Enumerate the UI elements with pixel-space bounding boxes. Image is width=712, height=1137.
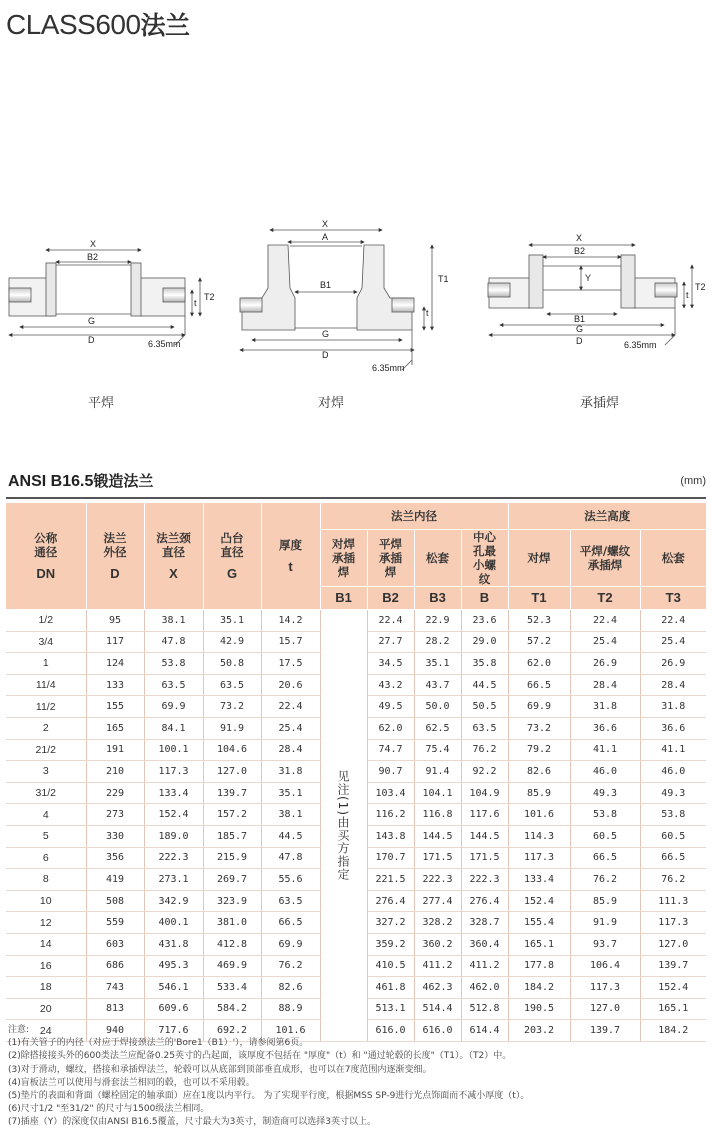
col-header-b3: 松套 — [414, 530, 461, 587]
weld-neck-caption: 对焊 — [318, 396, 345, 411]
cell-x: 117.3 — [144, 761, 203, 783]
svg-text:X: X — [322, 219, 329, 229]
cell-t1: 57.2 — [508, 631, 570, 653]
svg-text:B1: B1 — [574, 314, 586, 324]
cell-t3: 53.8 — [640, 804, 706, 826]
cell-t3: 111.3 — [640, 890, 706, 912]
cell-t1: 165.1 — [508, 933, 570, 955]
cell-d: 686 — [86, 955, 144, 977]
cell-b3: 514.4 — [414, 998, 461, 1020]
cell-dn: 14 — [6, 933, 86, 955]
cell-x: 717.6 — [144, 1020, 203, 1042]
cell-t1: 114.3 — [508, 825, 570, 847]
cell-x: 609.6 — [144, 998, 203, 1020]
cell-d: 508 — [86, 890, 144, 912]
page-title-latin: CLASS600 — [6, 9, 141, 40]
cell-b3: 616.0 — [414, 1020, 461, 1042]
cell-b: 35.8 — [461, 653, 508, 675]
cell-x: 400.1 — [144, 912, 203, 934]
cell-d: 603 — [86, 933, 144, 955]
cell-t2: 117.3 — [570, 977, 640, 999]
svg-text:t: t — [194, 298, 197, 308]
cell-dn: 1/2 — [6, 610, 86, 632]
cell-g: 269.7 — [203, 869, 261, 891]
cell-t2: 85.9 — [570, 890, 640, 912]
cell-t: 15.7 — [261, 631, 320, 653]
cell-x: 189.0 — [144, 825, 203, 847]
cell-t3: 76.2 — [640, 869, 706, 891]
cell-t1: 155.4 — [508, 912, 570, 934]
svg-text:G: G — [576, 324, 584, 334]
cell-t3: 49.3 — [640, 782, 706, 804]
cell-t2: 60.5 — [570, 825, 640, 847]
cell-b3: 62.5 — [414, 717, 461, 739]
cell-g: 139.7 — [203, 782, 261, 804]
cell-t: 63.5 — [261, 890, 320, 912]
cell-b: 462.0 — [461, 977, 508, 999]
cell-t3: 41.1 — [640, 739, 706, 761]
svg-text:X: X — [576, 233, 583, 243]
cell-t: 28.4 — [261, 739, 320, 761]
cell-b3: 35.1 — [414, 653, 461, 675]
cell-d: 273 — [86, 804, 144, 826]
svg-text:t: t — [426, 308, 429, 318]
notes-heading: 注意: — [8, 1025, 30, 1035]
col-header-x: 法兰颈直径 X — [144, 503, 203, 610]
cell-b2: 221.5 — [367, 869, 414, 891]
cell-b2: 103.4 — [367, 782, 414, 804]
cell-b: 117.6 — [461, 804, 508, 826]
cell-b: 76.2 — [461, 739, 508, 761]
cell-d: 419 — [86, 869, 144, 891]
cell-t3: 184.2 — [640, 1020, 706, 1042]
svg-text:6.35mm: 6.35mm — [148, 339, 181, 349]
cell-g: 692.2 — [203, 1020, 261, 1042]
cell-b2: 116.2 — [367, 804, 414, 826]
cell-t3: 22.4 — [640, 610, 706, 632]
cell-t: 20.6 — [261, 674, 320, 696]
cell-d: 117 — [86, 631, 144, 653]
cell-t: 82.6 — [261, 977, 320, 999]
cell-x: 100.1 — [144, 739, 203, 761]
cell-dn: 12 — [6, 912, 86, 934]
cell-b2: 34.5 — [367, 653, 414, 675]
cell-b2: 513.1 — [367, 998, 414, 1020]
cell-g: 584.2 — [203, 998, 261, 1020]
cell-t: 76.2 — [261, 955, 320, 977]
cell-t3: 66.5 — [640, 847, 706, 869]
cell-d: 229 — [86, 782, 144, 804]
col-code-t1: T1 — [508, 587, 570, 610]
col-header-d: 法兰外径 D — [86, 503, 144, 610]
section-title-cjk: 锻造法兰 — [93, 472, 154, 490]
cell-b2: 461.8 — [367, 977, 414, 999]
unit-label: (mm) — [680, 475, 706, 487]
cell-dn: 10 — [6, 890, 86, 912]
col-group-height: 法兰高度 — [508, 503, 706, 530]
cell-t: 22.4 — [261, 696, 320, 718]
svg-text:D: D — [88, 335, 95, 345]
cell-dn: 1 — [6, 653, 86, 675]
cell-dn: 21/2 — [6, 739, 86, 761]
svg-text:X: X — [90, 239, 97, 249]
cell-dn: 3 — [6, 761, 86, 783]
svg-text:G: G — [88, 316, 96, 326]
cell-x: 53.8 — [144, 653, 203, 675]
slip-on-caption: 平焊 — [88, 396, 115, 411]
cell-t3: 152.4 — [640, 977, 706, 999]
cell-b: 614.4 — [461, 1020, 508, 1042]
cell-b3: 75.4 — [414, 739, 461, 761]
cell-g: 323.9 — [203, 890, 261, 912]
cell-t3: 46.0 — [640, 761, 706, 783]
cell-g: 127.0 — [203, 761, 261, 783]
cell-x: 69.9 — [144, 696, 203, 718]
col-code-b2: B2 — [367, 587, 414, 610]
flange-diagrams — [0, 210, 712, 410]
cell-t1: 69.9 — [508, 696, 570, 718]
col-header-t3: 松套 — [640, 530, 706, 587]
cell-dn: 24 — [6, 1020, 86, 1042]
cell-dn: 8 — [6, 869, 86, 891]
cell-g: 50.8 — [203, 653, 261, 675]
cell-b: 512.8 — [461, 998, 508, 1020]
cell-t2: 53.8 — [570, 804, 640, 826]
cell-t2: 46.0 — [570, 761, 640, 783]
cell-b3: 411.2 — [414, 955, 461, 977]
cell-b2: 170.7 — [367, 847, 414, 869]
cell-g: 185.7 — [203, 825, 261, 847]
cell-b: 92.2 — [461, 761, 508, 783]
section-title-latin: ANSI B16.5 — [8, 473, 94, 490]
cell-b3: 116.8 — [414, 804, 461, 826]
slip-on-diagram — [9, 250, 200, 345]
cell-d: 191 — [86, 739, 144, 761]
cell-t3: 165.1 — [640, 998, 706, 1020]
svg-text:B2: B2 — [87, 252, 99, 262]
flange-spec-table — [6, 503, 706, 1042]
col-group-bore: 法兰内径 — [320, 503, 508, 530]
cell-t2: 49.3 — [570, 782, 640, 804]
cell-b3: 222.3 — [414, 869, 461, 891]
col-header-t2: 平焊/螺纹承插焊 — [570, 530, 640, 587]
cell-b2: 276.4 — [367, 890, 414, 912]
cell-t: 44.5 — [261, 825, 320, 847]
cell-t2: 31.8 — [570, 696, 640, 718]
cell-x: 495.3 — [144, 955, 203, 977]
note-1: (1)有关管子的内径（对应于焊接颈法兰的'Bore1（B1）'），请参阅第6页。 — [8, 1038, 309, 1049]
cell-g: 73.2 — [203, 696, 261, 718]
cell-b3: 277.4 — [414, 890, 461, 912]
cell-t3: 127.0 — [640, 933, 706, 955]
cell-dn: 5 — [6, 825, 86, 847]
cell-dn: 6 — [6, 847, 86, 869]
cell-t2: 91.9 — [570, 912, 640, 934]
cell-b: 104.9 — [461, 782, 508, 804]
cell-t: 31.8 — [261, 761, 320, 783]
cell-dn: 2 — [6, 717, 86, 739]
cell-t3: 28.4 — [640, 674, 706, 696]
cell-b3: 91.4 — [414, 761, 461, 783]
cell-x: 222.3 — [144, 847, 203, 869]
cell-t: 101.6 — [261, 1020, 320, 1042]
cell-t1: 184.2 — [508, 977, 570, 999]
cell-b: 29.0 — [461, 631, 508, 653]
note-7: (7)插座（Y）的深度仅由ANSI B16.5覆盖，尺寸最大为3英寸，制造商可以选择3英寸以上。 — [8, 1117, 377, 1128]
cell-d: 210 — [86, 761, 144, 783]
cell-b3: 360.2 — [414, 933, 461, 955]
col-header-b: 中心孔最小螺纹 — [461, 530, 508, 587]
cell-t1: 73.2 — [508, 717, 570, 739]
cell-d: 95 — [86, 610, 144, 632]
svg-text:T2: T2 — [695, 282, 706, 292]
cell-x: 63.5 — [144, 674, 203, 696]
page-title — [6, 6, 190, 42]
cell-g: 533.4 — [203, 977, 261, 999]
cell-b: 411.2 — [461, 955, 508, 977]
table-body — [6, 610, 706, 1042]
cell-b2: 43.2 — [367, 674, 414, 696]
cell-b: 328.7 — [461, 912, 508, 934]
socket-weld-caption: 承插焊 — [580, 396, 620, 411]
col-header-g: 凸台直径 G — [203, 503, 261, 610]
notes — [8, 1024, 708, 1130]
cell-t3: 31.8 — [640, 696, 706, 718]
svg-text:D: D — [576, 336, 583, 346]
cell-d: 356 — [86, 847, 144, 869]
cell-t3: 117.3 — [640, 912, 706, 934]
cell-d: 940 — [86, 1020, 144, 1042]
cell-b3: 462.3 — [414, 977, 461, 999]
cell-t: 88.9 — [261, 998, 320, 1020]
col-header-t: 厚度 t — [261, 503, 320, 610]
cell-t1: 190.5 — [508, 998, 570, 1020]
cell-x: 546.1 — [144, 977, 203, 999]
cell-g: 104.6 — [203, 739, 261, 761]
svg-text:D: D — [322, 350, 329, 360]
cell-t: 66.5 — [261, 912, 320, 934]
table-rule — [6, 497, 706, 499]
cell-t1: 79.2 — [508, 739, 570, 761]
cell-g: 63.5 — [203, 674, 261, 696]
cell-d: 133 — [86, 674, 144, 696]
cell-d: 559 — [86, 912, 144, 934]
cell-b: 222.3 — [461, 869, 508, 891]
cell-b3: 144.5 — [414, 825, 461, 847]
cell-b2: 22.4 — [367, 610, 414, 632]
cell-x: 273.1 — [144, 869, 203, 891]
cell-t2: 127.0 — [570, 998, 640, 1020]
cell-t1: 85.9 — [508, 782, 570, 804]
cell-b: 144.5 — [461, 825, 508, 847]
cell-d: 165 — [86, 717, 144, 739]
cell-b3: 22.9 — [414, 610, 461, 632]
cell-b: 50.5 — [461, 696, 508, 718]
col-header-dn: 公称通径 DN — [6, 503, 86, 610]
note-2: (2)除搭接接头外的600类法兰应配备0.25英寸的凸起面，该厚度不包括在 "厚度"（t）和 "通过轮毂的长度"（T1）。（T2）中。 — [8, 1051, 512, 1062]
cell-x: 47.8 — [144, 631, 203, 653]
cell-g: 157.2 — [203, 804, 261, 826]
cell-dn: 4 — [6, 804, 86, 826]
cell-dn: 11/2 — [6, 696, 86, 718]
cell-t: 47.8 — [261, 847, 320, 869]
cell-b2: 616.0 — [367, 1020, 414, 1042]
cell-x: 38.1 — [144, 610, 203, 632]
cell-d: 155 — [86, 696, 144, 718]
cell-b2: 143.8 — [367, 825, 414, 847]
cell-t: 25.4 — [261, 717, 320, 739]
cell-t2: 66.5 — [570, 847, 640, 869]
cell-g: 35.1 — [203, 610, 261, 632]
cell-b1-merged-note — [320, 610, 367, 1042]
cell-t: 55.6 — [261, 869, 320, 891]
cell-t3: 36.6 — [640, 717, 706, 739]
cell-b: 63.5 — [461, 717, 508, 739]
cell-dn: 3/4 — [6, 631, 86, 653]
col-header-t1: 对焊 — [508, 530, 570, 587]
col-code-b: B — [461, 587, 508, 610]
cell-t2: 76.2 — [570, 869, 640, 891]
col-code-t2: T2 — [570, 587, 640, 610]
cell-b2: 327.2 — [367, 912, 414, 934]
cell-g: 381.0 — [203, 912, 261, 934]
cell-d: 813 — [86, 998, 144, 1020]
cell-b2: 74.7 — [367, 739, 414, 761]
cell-t1: 101.6 — [508, 804, 570, 826]
cell-t1: 203.2 — [508, 1020, 570, 1042]
svg-text:Y: Y — [585, 273, 592, 283]
cell-t1: 133.4 — [508, 869, 570, 891]
cell-dn: 18 — [6, 977, 86, 999]
cell-b2: 27.7 — [367, 631, 414, 653]
cell-t2: 25.4 — [570, 631, 640, 653]
cell-d: 124 — [86, 653, 144, 675]
socket-weld-diagram — [488, 245, 692, 345]
cell-dn: 20 — [6, 998, 86, 1020]
col-code-b1: B1 — [320, 587, 367, 610]
col-header-b1: 对焊承插焊 — [320, 530, 367, 587]
cell-x: 342.9 — [144, 890, 203, 912]
cell-g: 91.9 — [203, 717, 261, 739]
cell-t3: 26.9 — [640, 653, 706, 675]
section-title — [8, 470, 153, 491]
cell-t3: 60.5 — [640, 825, 706, 847]
cell-t2: 139.7 — [570, 1020, 640, 1042]
cell-t1: 117.3 — [508, 847, 570, 869]
cell-b2: 62.0 — [367, 717, 414, 739]
note-6: (6)尺寸1/2 "至31/2" 的尺寸与1500级法兰相同。 — [8, 1104, 210, 1115]
note-5: (5)垫片的表面和背面（螺栓固定的轴承面）应在1度以内平行。 为了实现平行度，根据MSS SP-9进行光点饰面而不减小厚度（t）。 — [8, 1091, 530, 1102]
cell-b2: 359.2 — [367, 933, 414, 955]
cell-t2: 93.7 — [570, 933, 640, 955]
cell-t1: 66.5 — [508, 674, 570, 696]
cell-t2: 106.4 — [570, 955, 640, 977]
cell-t: 14.2 — [261, 610, 320, 632]
cell-x: 133.4 — [144, 782, 203, 804]
cell-g: 412.8 — [203, 933, 261, 955]
cell-t2: 22.4 — [570, 610, 640, 632]
cell-b: 23.6 — [461, 610, 508, 632]
cell-t3: 139.7 — [640, 955, 706, 977]
cell-t1: 52.3 — [508, 610, 570, 632]
svg-text:6.35mm: 6.35mm — [624, 340, 657, 350]
cell-g: 469.9 — [203, 955, 261, 977]
cell-d: 330 — [86, 825, 144, 847]
cell-t: 17.5 — [261, 653, 320, 675]
cell-t: 38.1 — [261, 804, 320, 826]
cell-t: 69.9 — [261, 933, 320, 955]
cell-b3: 328.2 — [414, 912, 461, 934]
cell-x: 152.4 — [144, 804, 203, 826]
cell-t1: 177.8 — [508, 955, 570, 977]
cell-t: 35.1 — [261, 782, 320, 804]
note-4: (4)盲板法兰可以使用与滑套法兰相同的毂，也可以不采用毂。 — [8, 1077, 255, 1088]
cell-t3: 25.4 — [640, 631, 706, 653]
cell-t1: 152.4 — [508, 890, 570, 912]
page-title-cjk: 法兰 — [140, 11, 190, 40]
cell-d: 743 — [86, 977, 144, 999]
cell-b3: 43.7 — [414, 674, 461, 696]
svg-text:T1: T1 — [438, 274, 449, 284]
note-3: (3)对于滑动，螺纹，搭接和承插焊法兰，轮毂可以从底部到顶部垂直成形，也可以在7度范围内逐渐变细。 — [8, 1064, 432, 1075]
svg-text:G: G — [322, 329, 330, 339]
cell-b2: 90.7 — [367, 761, 414, 783]
cell-t1: 82.6 — [508, 761, 570, 783]
col-code-b3: B3 — [414, 587, 461, 610]
weld-neck-diagram — [240, 230, 432, 370]
svg-text:T2: T2 — [204, 292, 215, 302]
cell-b: 360.4 — [461, 933, 508, 955]
cell-b: 44.5 — [461, 674, 508, 696]
cell-b2: 49.5 — [367, 696, 414, 718]
b1-note-text: 见注(1)由买方指定 — [336, 769, 350, 881]
cell-t2: 41.1 — [570, 739, 640, 761]
cell-dn: 11/4 — [6, 674, 86, 696]
cell-g: 215.9 — [203, 847, 261, 869]
cell-g: 42.9 — [203, 631, 261, 653]
cell-b: 276.4 — [461, 890, 508, 912]
cell-b3: 28.2 — [414, 631, 461, 653]
cell-t2: 36.6 — [570, 717, 640, 739]
col-code-t3: T3 — [640, 587, 706, 610]
svg-text:6.35mm: 6.35mm — [372, 363, 405, 373]
cell-t2: 26.9 — [570, 653, 640, 675]
cell-b3: 50.0 — [414, 696, 461, 718]
cell-t1: 62.0 — [508, 653, 570, 675]
table-row — [6, 610, 706, 632]
cell-b3: 171.5 — [414, 847, 461, 869]
col-header-b2: 平焊承插焊 — [367, 530, 414, 587]
cell-b: 171.5 — [461, 847, 508, 869]
svg-text:B1: B1 — [320, 280, 332, 290]
svg-text:A: A — [322, 232, 329, 242]
cell-t2: 28.4 — [570, 674, 640, 696]
cell-x: 84.1 — [144, 717, 203, 739]
svg-text:t: t — [686, 290, 689, 300]
cell-dn: 31/2 — [6, 782, 86, 804]
cell-b2: 410.5 — [367, 955, 414, 977]
cell-dn: 16 — [6, 955, 86, 977]
cell-b3: 104.1 — [414, 782, 461, 804]
svg-text:B2: B2 — [574, 246, 586, 256]
cell-x: 431.8 — [144, 933, 203, 955]
